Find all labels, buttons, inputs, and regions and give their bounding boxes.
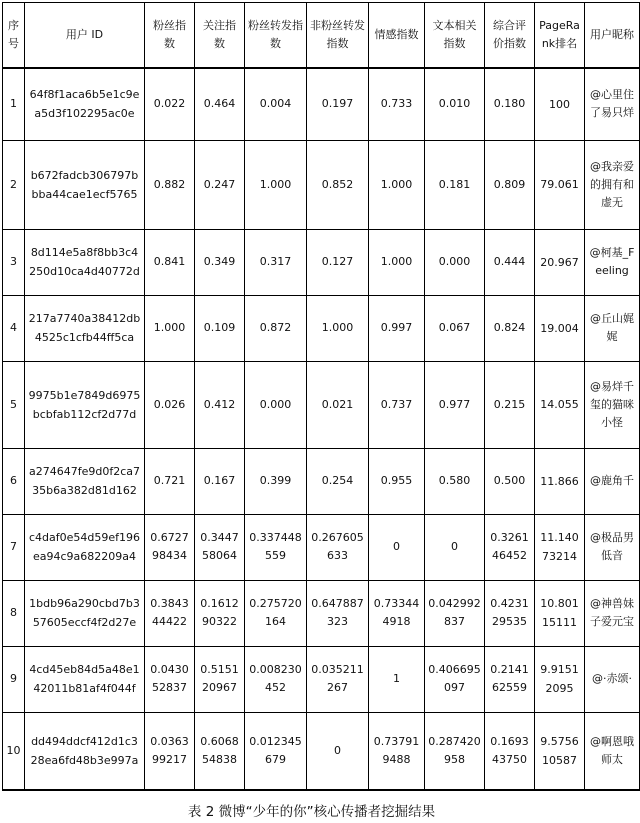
cell-fans-index: 1.000 bbox=[145, 295, 195, 361]
cell-sentiment-index: 1.000 bbox=[369, 140, 425, 229]
cell-text-relevance-index: 0.067 bbox=[425, 295, 485, 361]
cell-index: 2 bbox=[3, 140, 25, 229]
table-row bbox=[3, 580, 640, 646]
cell-user-id: 64f8f1aca6b5e1c9ea5d3f102295ac0e bbox=[25, 68, 145, 140]
cell-pagerank: 11.14073214 bbox=[535, 514, 585, 580]
cell-follow-index: 0.464 bbox=[195, 68, 245, 140]
cell-index: 6 bbox=[3, 448, 25, 514]
cell-overall-index: 0.809 bbox=[485, 140, 535, 229]
header-col-fan-repost-index: 粉丝转发指数 bbox=[245, 3, 307, 69]
cell-index: 1 bbox=[3, 68, 25, 140]
cell-user-id: 8d114e5a8f8bb3c4250d10ca4d40772d bbox=[25, 229, 145, 295]
cell-follow-index: 0.412 bbox=[195, 361, 245, 448]
cell-nonfan-repost-index: 0.647887323 bbox=[307, 580, 369, 646]
cell-text-relevance-index: 0.042992837 bbox=[425, 580, 485, 646]
cell-text-relevance-index: 0.977 bbox=[425, 361, 485, 448]
results-table bbox=[2, 2, 640, 791]
cell-follow-index: 0.349 bbox=[195, 229, 245, 295]
cell-nonfan-repost-index: 0.254 bbox=[307, 448, 369, 514]
cell-user-id: dd494ddcf412d1c328ea6fd48b3e997a bbox=[25, 712, 145, 790]
cell-text-relevance-index: 0.406695097 bbox=[425, 646, 485, 712]
cell-fan-repost-index: 0.399 bbox=[245, 448, 307, 514]
cell-nonfan-repost-index: 1.000 bbox=[307, 295, 369, 361]
cell-text-relevance-index: 0.580 bbox=[425, 448, 485, 514]
cell-fan-repost-index: 0.275720164 bbox=[245, 580, 307, 646]
cell-nickname: @极品男低音 bbox=[585, 514, 640, 580]
cell-fan-repost-index: 0.008230452 bbox=[245, 646, 307, 712]
cell-overall-index: 0.444 bbox=[485, 229, 535, 295]
cell-fans-index: 0.672798434 bbox=[145, 514, 195, 580]
cell-nickname: @我亲爱的拥有和虚无 bbox=[585, 140, 640, 229]
cell-follow-index: 0.344758064 bbox=[195, 514, 245, 580]
cell-fans-index: 0.721 bbox=[145, 448, 195, 514]
table-row bbox=[3, 361, 640, 448]
cell-user-id: 9975b1e7849d6975bcbfab112cf2d77d bbox=[25, 361, 145, 448]
cell-user-id: 4cd45eb84d5a48e142011b81af4f044f bbox=[25, 646, 145, 712]
cell-pagerank: 9.91512095 bbox=[535, 646, 585, 712]
cell-index: 4 bbox=[3, 295, 25, 361]
cell-follow-index: 0.247 bbox=[195, 140, 245, 229]
cell-user-id: b672fadcb306797bbba44cae1ecf5765 bbox=[25, 140, 145, 229]
cell-fan-repost-index: 0.004 bbox=[245, 68, 307, 140]
table-header-row bbox=[3, 3, 640, 69]
cell-follow-index: 0.606854838 bbox=[195, 712, 245, 790]
cell-nonfan-repost-index: 0.852 bbox=[307, 140, 369, 229]
header-col-user-id: 用户 ID bbox=[25, 3, 145, 69]
cell-sentiment-index: 0.955 bbox=[369, 448, 425, 514]
table-row bbox=[3, 229, 640, 295]
table-body bbox=[3, 68, 640, 790]
cell-pagerank: 19.004 bbox=[535, 295, 585, 361]
table-row bbox=[3, 68, 640, 140]
cell-fan-repost-index: 0.872 bbox=[245, 295, 307, 361]
cell-fan-repost-index: 0.317 bbox=[245, 229, 307, 295]
cell-index: 3 bbox=[3, 229, 25, 295]
header-col-nickname: 用户昵称 bbox=[585, 3, 640, 69]
cell-nickname: @神兽妹子爱元宝 bbox=[585, 580, 640, 646]
cell-nickname: @·赤颂· bbox=[585, 646, 640, 712]
cell-fans-index: 0.043052837 bbox=[145, 646, 195, 712]
cell-sentiment-index: 0.997 bbox=[369, 295, 425, 361]
cell-fans-index: 0.841 bbox=[145, 229, 195, 295]
cell-pagerank: 20.967 bbox=[535, 229, 585, 295]
header-col-sentiment-index: 情感指数 bbox=[369, 3, 425, 69]
cell-overall-index: 0.169343750 bbox=[485, 712, 535, 790]
cell-nonfan-repost-index: 0 bbox=[307, 712, 369, 790]
cell-index: 10 bbox=[3, 712, 25, 790]
cell-sentiment-index: 1.000 bbox=[369, 229, 425, 295]
cell-sentiment-index: 0 bbox=[369, 514, 425, 580]
cell-fan-repost-index: 0.337448559 bbox=[245, 514, 307, 580]
cell-overall-index: 0.824 bbox=[485, 295, 535, 361]
cell-user-id: 217a7740a38412db4525c1cfb44ff5ca bbox=[25, 295, 145, 361]
cell-follow-index: 0.161290322 bbox=[195, 580, 245, 646]
cell-text-relevance-index: 0.010 bbox=[425, 68, 485, 140]
cell-nonfan-repost-index: 0.021 bbox=[307, 361, 369, 448]
cell-user-id: 1bdb96a290cbd7b357605eccf4f2d27e bbox=[25, 580, 145, 646]
cell-index: 9 bbox=[3, 646, 25, 712]
cell-nickname: @易烊千玺的猫咪小怪 bbox=[585, 361, 640, 448]
cell-pagerank: 10.80115111 bbox=[535, 580, 585, 646]
cell-overall-index: 0.500 bbox=[485, 448, 535, 514]
cell-user-id: c4daf0e54d59ef196ea94c9a682209a4 bbox=[25, 514, 145, 580]
cell-sentiment-index: 0.733444918 bbox=[369, 580, 425, 646]
cell-follow-index: 0.109 bbox=[195, 295, 245, 361]
cell-overall-index: 0.326146452 bbox=[485, 514, 535, 580]
cell-nickname: @啊恩哦师太 bbox=[585, 712, 640, 790]
header-col-overall-index: 综合评价指数 bbox=[485, 3, 535, 69]
table-row bbox=[3, 295, 640, 361]
cell-fans-index: 0.026 bbox=[145, 361, 195, 448]
cell-nonfan-repost-index: 0.267605633 bbox=[307, 514, 369, 580]
cell-pagerank: 14.055 bbox=[535, 361, 585, 448]
table-row bbox=[3, 140, 640, 229]
header-col-fans-index: 粉丝指数 bbox=[145, 3, 195, 69]
header-col-text-relevance-index: 文本相关指数 bbox=[425, 3, 485, 69]
table-caption: 表 2 微博“少年的你”核心传播者挖掘结果 bbox=[187, 804, 436, 820]
cell-index: 7 bbox=[3, 514, 25, 580]
cell-text-relevance-index: 0.000 bbox=[425, 229, 485, 295]
cell-follow-index: 0.167 bbox=[195, 448, 245, 514]
cell-index: 8 bbox=[3, 580, 25, 646]
cell-nonfan-repost-index: 0.035211267 bbox=[307, 646, 369, 712]
cell-pagerank: 100 bbox=[535, 68, 585, 140]
cell-fan-repost-index: 1.000 bbox=[245, 140, 307, 229]
cell-overall-index: 0.215 bbox=[485, 361, 535, 448]
cell-fans-index: 0.882 bbox=[145, 140, 195, 229]
cell-text-relevance-index: 0 bbox=[425, 514, 485, 580]
cell-sentiment-index: 0.733 bbox=[369, 68, 425, 140]
cell-pagerank: 9.575610587 bbox=[535, 712, 585, 790]
cell-nickname: @丘山娓娓 bbox=[585, 295, 640, 361]
cell-follow-index: 0.515120967 bbox=[195, 646, 245, 712]
cell-sentiment-index: 1 bbox=[369, 646, 425, 712]
cell-overall-index: 0.180 bbox=[485, 68, 535, 140]
cell-nickname: @鹿角千 bbox=[585, 448, 640, 514]
cell-fans-index: 0.384344422 bbox=[145, 580, 195, 646]
cell-overall-index: 0.423129535 bbox=[485, 580, 535, 646]
cell-fan-repost-index: 0.012345679 bbox=[245, 712, 307, 790]
cell-text-relevance-index: 0.181 bbox=[425, 140, 485, 229]
header-col-index: 序号 bbox=[3, 3, 25, 69]
cell-index: 5 bbox=[3, 361, 25, 448]
table-row bbox=[3, 646, 640, 712]
table-row bbox=[3, 448, 640, 514]
cell-nickname: @心里住了易只烊 bbox=[585, 68, 640, 140]
header-col-follow-index: 关注指数 bbox=[195, 3, 245, 69]
cell-sentiment-index: 0.737919488 bbox=[369, 712, 425, 790]
cell-text-relevance-index: 0.287420958 bbox=[425, 712, 485, 790]
header-col-pagerank: PageRank排名 bbox=[535, 3, 585, 69]
cell-pagerank: 11.866 bbox=[535, 448, 585, 514]
cell-sentiment-index: 0.737 bbox=[369, 361, 425, 448]
cell-fans-index: 0.022 bbox=[145, 68, 195, 140]
cell-nonfan-repost-index: 0.127 bbox=[307, 229, 369, 295]
cell-fan-repost-index: 0.000 bbox=[245, 361, 307, 448]
cell-fans-index: 0.036399217 bbox=[145, 712, 195, 790]
cell-pagerank: 79.061 bbox=[535, 140, 585, 229]
table-row bbox=[3, 514, 640, 580]
table-row bbox=[3, 712, 640, 790]
cell-nickname: @柯基_Feeling bbox=[585, 229, 640, 295]
cell-overall-index: 0.214162559 bbox=[485, 646, 535, 712]
cell-user-id: a274647fe9d0f2ca735b6a382d81d162 bbox=[25, 448, 145, 514]
header-col-nonfan-repost-index: 非粉丝转发指数 bbox=[307, 3, 369, 69]
cell-nonfan-repost-index: 0.197 bbox=[307, 68, 369, 140]
